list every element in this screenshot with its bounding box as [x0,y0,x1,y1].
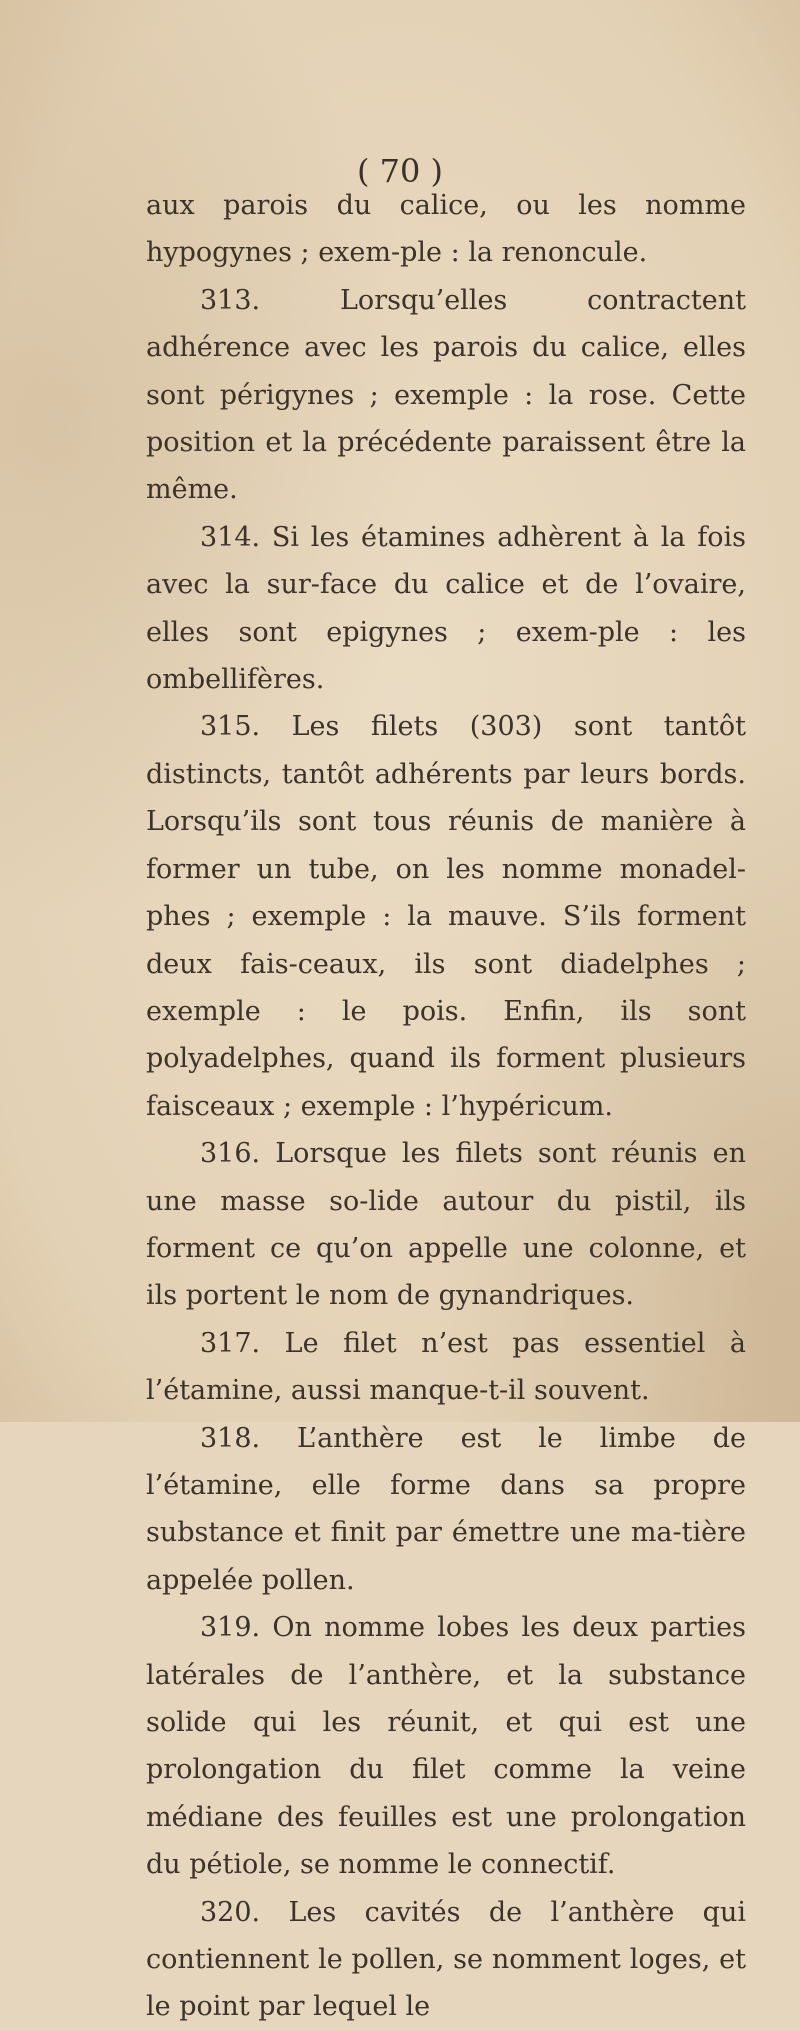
paragraph-319: 319. On nomme lobes les deux parties latérales de l’anthère, et la substance solide qui les réunit, et qui est une prolongation du filet comme la veine médiane des feuilles est une prolongation du pétiole, se nomme le connectif. [146,1612,746,1881]
paragraph-316: 316. Lorsque les filets sont réunis en une masse so-lide autour du pistil, ils forment ce qu’on appelle une colonne, et ils portent le nom de gynandriques. [146,1138,746,1312]
paragraph-317: 317. Le filet n’est pas essentiel à l’étamine, aussi manque-t-il souvent. [146,1327,746,1407]
paragraph-315: 315. Les filets (303) sont tantôt distincts, tantôt adhérents par leurs bords. Lorsqu’ils sont tous réunis de manière à former un tube, on les nomme monadel-phes ; exemple : la mauve. S’ils forment deux fais-ceaux, ils sont diadelphes ; exemple : le pois. Enfin, ils sont polyadelphes, quand ils forment plusieurs faisceaux ; exemple : l’hypéricum. [146,711,746,1122]
paragraph-318: 318. L’anthère est le limbe de l’étamine, elle forme dans sa propre substance et finit par émettre une ma-tière appelée pollen. [146,1422,746,1596]
paragraph-320: 320. Les cavités de l’anthère qui contiennent le pollen, se nomment loges, et le point par lequel le [146,1896,746,2023]
paragraph-313: 313. Lorsqu’elles contractent adhérence avec les parois du calice, elles sont périgynes ; exemple : la rose. Cette position et la précédente paraissent être la même. [146,284,746,506]
paragraph-314: 314. Si les étamines adhèrent à la fois avec la sur-face du calice et de l’ovaire, elles sont epigynes ; exem-ple : les ombellifères. [146,521,746,696]
page-number: ( 70 ) [356,152,444,190]
paragraph-continuation: aux parois du calice, ou les nomme hypogynes ; exem-ple : la renoncule. [146,190,746,269]
body-text [146,182,746,2031]
